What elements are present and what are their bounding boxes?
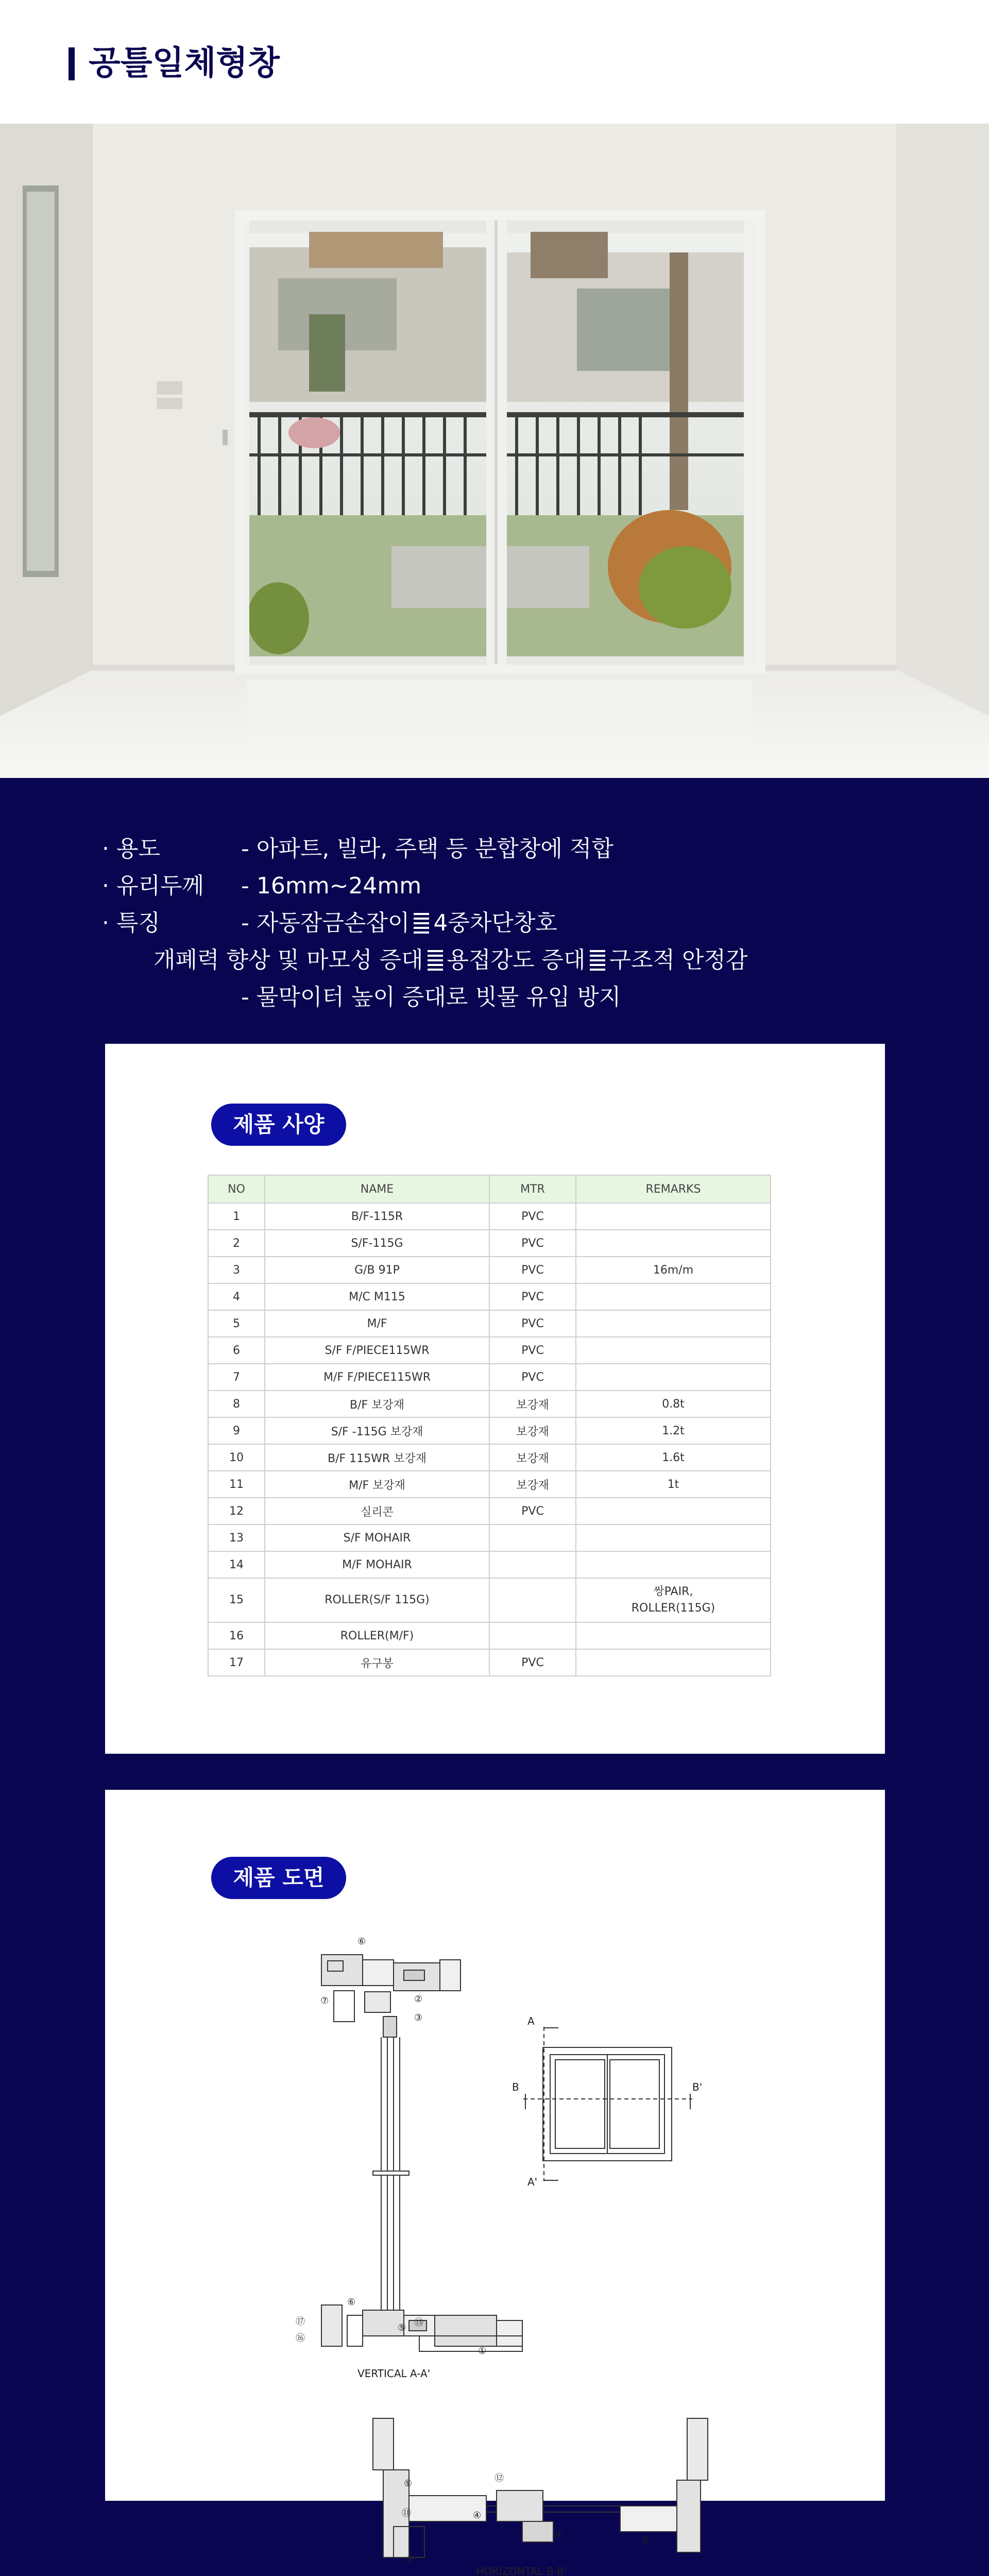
feature-traits-label: · 특징 — [102, 910, 160, 936]
spec-panel — [105, 1044, 885, 1754]
spec-table-body — [208, 1203, 771, 1676]
spec-cell: 6 — [208, 1337, 265, 1364]
spec-cell — [576, 1310, 771, 1337]
table-row — [208, 1283, 771, 1310]
equals-icon — [590, 950, 605, 971]
spec-table-header-row — [208, 1175, 771, 1203]
product-photo — [0, 124, 989, 778]
callout: ④ — [473, 2510, 482, 2521]
technical-drawing — [105, 1790, 885, 2576]
spec-cell: ROLLER(S/F 115G) — [265, 1578, 489, 1622]
a-prime-marker: A' — [527, 2176, 538, 2188]
horizontal-section — [373, 2418, 708, 2557]
spec-cell: 쌍PAIR, ROLLER(115G) — [576, 1578, 771, 1622]
b-prime-marker: B' — [692, 2081, 703, 2093]
spec-cell — [489, 1578, 576, 1622]
callout: ③ — [641, 2535, 650, 2546]
spec-cell — [576, 1498, 771, 1524]
vertical-top-profile — [321, 1955, 461, 2037]
spec-cell: 0.8t — [576, 1391, 771, 1417]
callout: ① — [478, 2346, 487, 2357]
spec-cell: ROLLER(M/F) — [265, 1622, 489, 1649]
spec-cell: PVC — [489, 1337, 576, 1364]
feature-glass-label: · 유리두께 — [102, 873, 204, 899]
spec-cell: 12 — [208, 1498, 265, 1524]
spec-cell: 보강재 — [489, 1471, 576, 1498]
vertical-bottom-profile — [321, 2305, 522, 2351]
table-row — [208, 1230, 771, 1257]
trait-opening-force: 개폐력 향상 및 마모성 증대 — [154, 947, 423, 973]
spec-cell: 8 — [208, 1391, 265, 1417]
spec-cell: S/F MOHAIR — [265, 1524, 489, 1551]
table-row — [208, 1578, 771, 1622]
details-section — [0, 778, 989, 2576]
spec-cell: PVC — [489, 1257, 576, 1283]
table-row — [208, 1649, 771, 1676]
drawing-panel — [105, 1790, 885, 2576]
spec-cell: 유구봉 — [265, 1649, 489, 1676]
callouts — [296, 1936, 649, 2565]
spec-cell: M/F MOHAIR — [265, 1551, 489, 1578]
table-row — [208, 1498, 771, 1524]
table-row — [208, 1364, 771, 1391]
spec-cell: B/F 보강재 — [265, 1391, 489, 1417]
window-elevation — [523, 2027, 692, 2181]
spec-cell: PVC — [489, 1203, 576, 1230]
spec-cell: 1.6t — [576, 1444, 771, 1471]
spec-cell — [576, 1649, 771, 1676]
spec-cell: M/F F/PIECE115WR — [265, 1364, 489, 1391]
table-row — [208, 1551, 771, 1578]
spec-cell — [576, 1551, 771, 1578]
title-accent-bar — [69, 47, 75, 80]
spec-cell: M/C M115 — [265, 1283, 489, 1310]
spec-cell: M/F — [265, 1310, 489, 1337]
callout: ⑫ — [494, 2473, 504, 2484]
spec-cell: B/F 115WR 보강재 — [265, 1444, 489, 1471]
trait-quad-block: 4중차단창호 — [433, 910, 557, 936]
spec-cell: PVC — [489, 1364, 576, 1391]
spec-cell — [576, 1524, 771, 1551]
feature-traits-line3: - 물막이터 높이 증대로 빗물 유입 방지 — [241, 984, 621, 1010]
table-row — [208, 1471, 771, 1498]
spec-cell — [576, 1622, 771, 1649]
spec-cell: B/F-115R — [265, 1203, 489, 1230]
feature-traits-line1 — [241, 905, 557, 942]
equals-icon — [428, 950, 443, 971]
spec-cell: S/F F/PIECE115WR — [265, 1337, 489, 1364]
page-title: 공틀일체형창 — [89, 44, 280, 82]
spec-cell: PVC — [489, 1283, 576, 1310]
trait-auto-lock: - 자동잠금손잡이 — [241, 910, 410, 936]
room-with-sliding-window-image — [0, 124, 989, 778]
feature-usage-value: - 아파트, 빌라, 주택 등 분합창에 적합 — [241, 836, 613, 862]
spec-cell: S/F -115G 보강재 — [265, 1417, 489, 1444]
vertical-glass — [373, 2037, 409, 2310]
vertical-section-label: VERTICAL A-A' — [357, 2367, 431, 2380]
b-marker: B — [512, 2081, 519, 2093]
callout: ⑨ — [404, 2478, 413, 2489]
table-row — [208, 1257, 771, 1283]
trait-structural-stability: 구조적 안정감 — [609, 947, 748, 973]
spec-cell — [489, 1524, 576, 1551]
spec-cell: G/B 91P — [265, 1257, 489, 1283]
table-row — [208, 1391, 771, 1417]
spec-cell — [576, 1203, 771, 1230]
spec-cell: 17 — [208, 1649, 265, 1676]
callout: ⑭ — [553, 2530, 562, 2540]
spec-cell: M/F 보강재 — [265, 1471, 489, 1498]
spec-cell: 13 — [208, 1524, 265, 1551]
callout: ⑤ — [398, 2323, 406, 2333]
spec-cell: S/F-115G — [265, 1230, 489, 1257]
callout: ⑤ — [406, 2554, 415, 2565]
table-row — [208, 1524, 771, 1551]
spec-cell — [489, 1622, 576, 1649]
callout: ⑥ — [357, 1936, 366, 1947]
spec-cell — [576, 1337, 771, 1364]
spec-cell: 3 — [208, 1257, 265, 1283]
callout: ⑪ — [402, 2508, 411, 2519]
spec-cell: PVC — [489, 1230, 576, 1257]
callout: ⑦ — [320, 1995, 329, 2006]
spec-cell — [576, 1283, 771, 1310]
spec-cell: 보강재 — [489, 1444, 576, 1471]
feature-usage-label: · 용도 — [102, 836, 160, 862]
callout: ② — [414, 1994, 423, 2005]
spec-cell: PVC — [489, 1649, 576, 1676]
spec-cell: 2 — [208, 1230, 265, 1257]
spec-cell: 4 — [208, 1283, 265, 1310]
spec-cell: 보강재 — [489, 1417, 576, 1444]
spec-col-header: NAME — [265, 1175, 489, 1203]
table-row — [208, 1310, 771, 1337]
spec-cell — [576, 1364, 771, 1391]
spec-cell: 9 — [208, 1417, 265, 1444]
table-row — [208, 1417, 771, 1444]
callout: ⑯ — [296, 2333, 305, 2344]
table-row — [208, 1444, 771, 1471]
spec-cell: 1 — [208, 1203, 265, 1230]
spec-cell — [489, 1551, 576, 1578]
callout: ③ — [414, 2012, 423, 2023]
spec-cell: 16m/m — [576, 1257, 771, 1283]
spec-col-header: MTR — [489, 1175, 576, 1203]
equals-icon — [414, 913, 429, 934]
feature-traits-line2 — [154, 942, 748, 979]
a-marker: A — [527, 2015, 535, 2027]
spec-cell: 16 — [208, 1622, 265, 1649]
callout: ⑬ — [414, 2317, 423, 2328]
spec-cell: 11 — [208, 1471, 265, 1498]
spec-table — [208, 1175, 771, 1676]
spec-cell: 실리콘 — [265, 1498, 489, 1524]
horizontal-section-label: HORIZONTAL B-B' — [476, 2565, 567, 2576]
page-header — [0, 0, 989, 124]
spec-cell: 1t — [576, 1471, 771, 1498]
spec-cell: 보강재 — [489, 1391, 576, 1417]
spec-cell: 5 — [208, 1310, 265, 1337]
feature-glass-value: - 16mm~24mm — [241, 873, 422, 899]
spec-cell: PVC — [489, 1310, 576, 1337]
spec-cell: 15 — [208, 1578, 265, 1622]
spec-cell: 14 — [208, 1551, 265, 1578]
spec-col-header: NO — [208, 1175, 265, 1203]
spec-cell: PVC — [489, 1498, 576, 1524]
drawing-badge: 제품 도면 — [211, 1857, 346, 1899]
table-row — [208, 1622, 771, 1649]
spec-cell: 7 — [208, 1364, 265, 1391]
callout: ⑥ — [347, 2297, 356, 2308]
spec-cell: 10 — [208, 1444, 265, 1471]
callout: ⑰ — [296, 2316, 305, 2327]
trait-weld-strength: 용접강도 증대 — [447, 947, 586, 973]
spec-cell: 1.2t — [576, 1417, 771, 1444]
table-row — [208, 1203, 771, 1230]
spec-badge: 제품 사양 — [211, 1104, 346, 1146]
spec-col-header: REMARKS — [576, 1175, 771, 1203]
spec-cell — [576, 1230, 771, 1257]
table-row — [208, 1337, 771, 1364]
